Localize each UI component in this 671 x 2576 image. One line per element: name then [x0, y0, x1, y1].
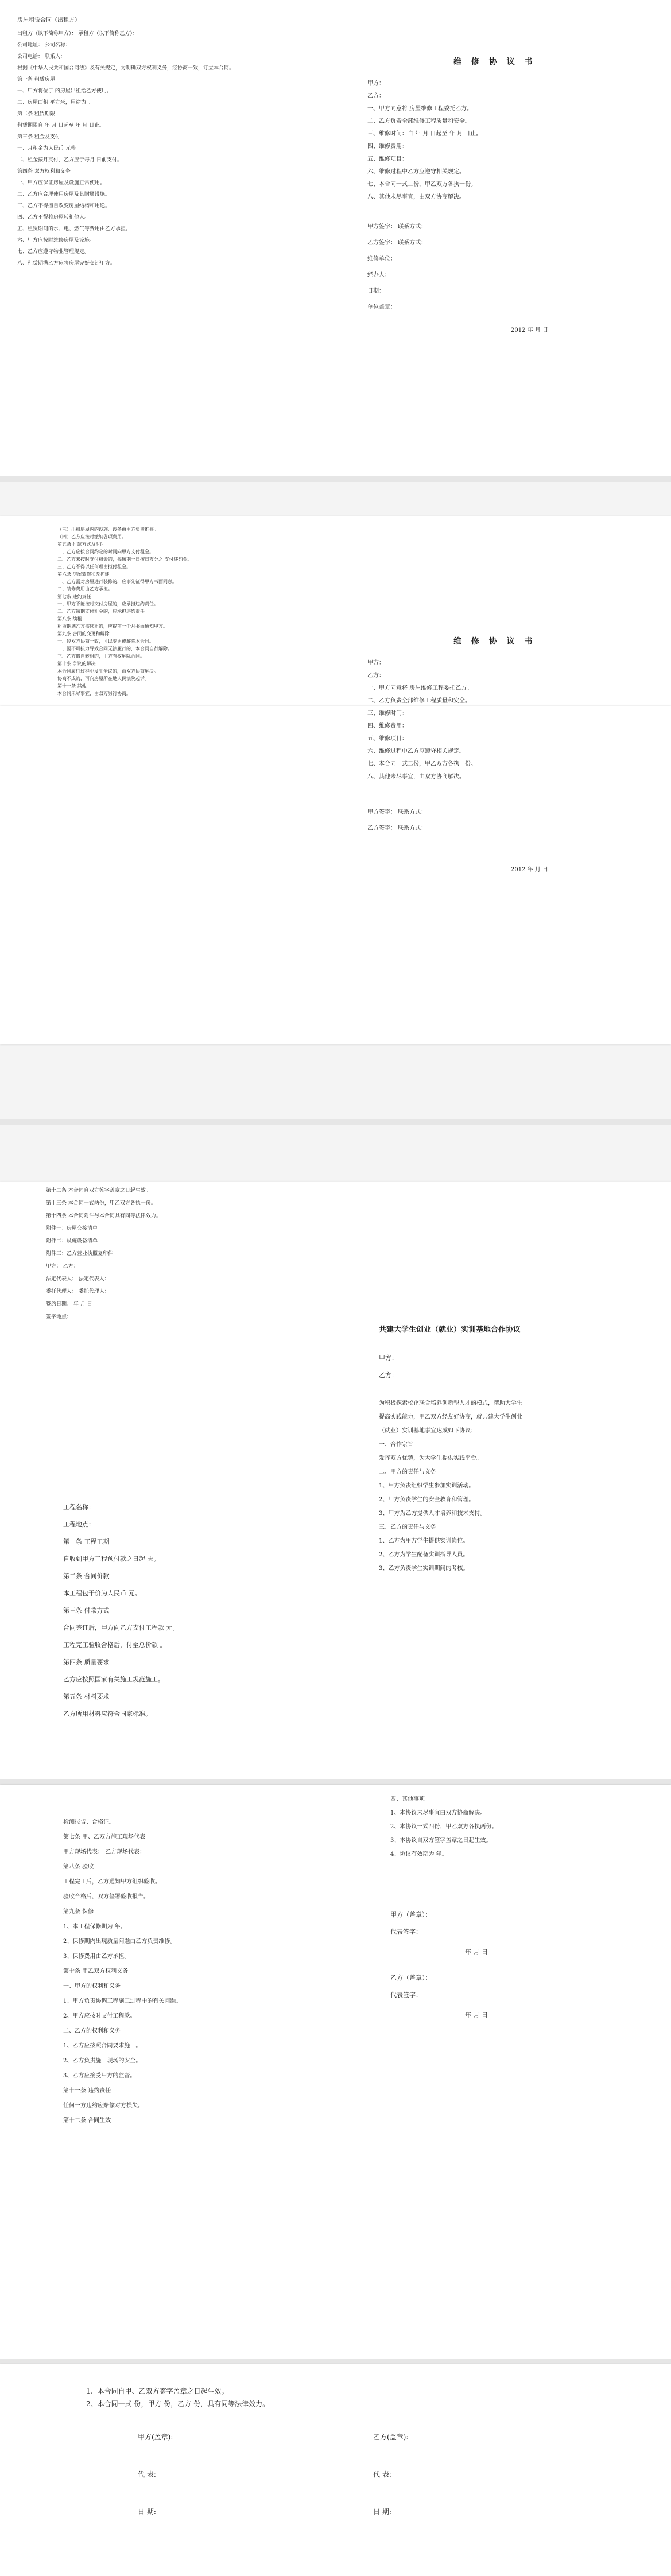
construction-line: 工程完工后，乙方通知甲方组织验收。	[63, 1879, 161, 1885]
agreement-line: 1、甲方负责组织学生参加实训活动。	[379, 1483, 475, 1489]
page-separator	[0, 1779, 671, 1785]
contract-line: 二、乙方逾期支付租金的，应承担违约责任。	[57, 609, 149, 614]
agreement-line: 四、维修费用：	[367, 143, 408, 150]
party-b-date: 日 期:	[373, 2508, 391, 2516]
document-heading: 房屋租赁合同（出租方）	[17, 17, 80, 24]
contract-line: 二、租金按月支付，乙方应于每月 日前支付。	[17, 157, 122, 163]
construction-line: 第八条 验收	[63, 1864, 94, 1870]
page-separator	[0, 2359, 671, 2364]
agreement-line: 二、乙方负责全部维修工程质量和安全。	[367, 698, 471, 704]
construction-line: 1、乙方应按照合同要求施工。	[63, 2043, 142, 2049]
construction-line: 工程名称：	[63, 1503, 95, 1511]
construction-line: 乙方应按照国家有关施工规范施工。	[63, 1676, 164, 1683]
contract-line: 第六条 房屋装修和改扩建	[57, 572, 110, 577]
agreement-line: 三、乙方的责任与义务	[379, 1524, 436, 1530]
contract-line: 三、乙方擅自转租的，甲方有权解除合同。	[57, 654, 145, 659]
signature-line: 甲方签字： 联系方式：	[367, 224, 427, 230]
agreement-line: 3、本协议自双方签字盖章之日起生效。	[390, 1837, 492, 1844]
repair-agreement-column-2	[367, 637, 631, 981]
party-a-date: 日 期:	[138, 2508, 156, 2516]
agreement-line: 八、其他未尽事宜，由双方协商解决。	[367, 194, 465, 200]
construction-line: 本工程包干价为人民币 元。	[63, 1590, 141, 1597]
agreement-line: 五、维修项目：	[367, 156, 408, 162]
contract-line: 八、租赁期满乙方应将房屋完好交还甲方。	[17, 261, 116, 266]
construction-line: 1、甲方负责协调工程施工过程中的有关问题。	[63, 1998, 182, 2004]
agreement-line: 五、维修项目：	[367, 736, 408, 742]
construction-line: 第四条 质量要求	[63, 1658, 110, 1666]
signature-line: 甲方签字： 联系方式：	[367, 809, 427, 815]
agreement-line: 3、甲方为乙方提供人才培养和技术支持。	[379, 1510, 486, 1517]
contract-line: 签约日期： 年 月 日	[46, 1301, 92, 1307]
construction-line: 3、乙方应接受甲方的监督。	[63, 2073, 136, 2079]
contract-line: 第五条 付款方式及时间	[57, 542, 105, 547]
construction-contract-continued	[63, 1819, 327, 2152]
agreement-line: 甲方：	[367, 80, 385, 87]
contract-line: 附件一：房屋交接清单	[46, 1226, 98, 1231]
contract-line: 第十三条 本合同一式两份，甲乙双方各执一份。	[46, 1200, 156, 1206]
contract-line: 一、乙方应按合同约定的时间向甲方支付租金。	[57, 549, 154, 554]
party-b-label: 乙方：	[379, 1371, 398, 1379]
agreement-line: 甲方：	[367, 660, 385, 666]
contract-line: 根据《中华人民共和国合同法》及有关规定，为明确双方权利义务，经协商一致，订立本合同。	[17, 65, 235, 71]
agreement-line: 提高实践能力，甲乙双方经友好协商，就共建大学生创业	[379, 1414, 522, 1420]
document-page-4	[0, 1785, 671, 2359]
page-separator	[0, 476, 671, 482]
construction-line: 第九条 保修	[63, 1909, 94, 1915]
agreement-line: 一、甲方同意将 房屋维修工程委托乙方。	[367, 685, 473, 691]
construction-line: 2、乙方负责施工现场的安全。	[63, 2058, 142, 2064]
construction-line: 工程地点：	[63, 1521, 95, 1528]
clause-copies: 2、本合同一式 份，甲方 份，乙方 份，具有同等法律效力。	[86, 2400, 270, 2408]
construction-line: 一、甲方的权利和义务	[63, 1983, 121, 1990]
construction-line: 2、保修期内出现质量问题由乙方负责维修。	[63, 1938, 176, 1945]
construction-line: 乙方所用材料应符合国家标准。	[63, 1710, 152, 1718]
contract-line: 第九条 合同的变更和解除	[57, 631, 110, 636]
construction-line: 第七条 甲、乙双方施工现场代表	[63, 1834, 146, 1840]
agreement-line: 二、乙方负责全部维修工程质量和安全。	[367, 118, 471, 125]
agreement-line: 二、甲方的责任与义务	[379, 1469, 436, 1475]
contract-line: 四、乙方不得将房屋转租他人。	[17, 215, 90, 220]
construction-line: 任何一方违约应赔偿对方损失。	[63, 2103, 143, 2109]
contract-line: 三、乙方不得以任何理由拒付租金。	[57, 564, 131, 569]
construction-line: 自收到甲方工程预付款之日起 天。	[63, 1555, 160, 1563]
contract-line: 第十一条 其他	[57, 683, 87, 689]
party-a-label: 甲方：	[379, 1354, 398, 1362]
agreement-line: 六、维修过程中乙方应遵守相关规定。	[367, 169, 465, 175]
document-page-3	[0, 1182, 671, 1779]
contract-line: 一、经双方协商一致，可以变更或解除本合同。	[57, 639, 154, 644]
construction-line: 2、甲方应按时支付工程款。	[63, 2013, 136, 2019]
signature-line: 乙方签字： 联系方式：	[367, 240, 427, 246]
contract-line: 一、甲方不能按时交付房屋的，应承担违约责任。	[57, 601, 158, 607]
contract-line: 甲方： 乙方：	[46, 1264, 79, 1269]
contract-line: 第二条 租赁期限	[17, 111, 55, 117]
clause-effective: 1、本合同自甲、乙双方签字盖章之日起生效。	[86, 2387, 228, 2395]
agreement-title: 共建大学生创业（就业）实训基地合作协议	[379, 1326, 521, 1334]
construction-line: 第一条 工程工期	[63, 1538, 110, 1545]
contract-line: 租赁期限自 年 月 日起至 年 月 日止。	[17, 123, 105, 129]
construction-line: 第三条 付款方式	[63, 1607, 110, 1614]
construction-line: 3、保修费用由乙方承担。	[63, 1953, 130, 1960]
training-base-agreement-column	[367, 1326, 637, 1727]
agreement-line: 1、乙方为甲方学生提供实训岗位。	[379, 1538, 469, 1544]
contract-line: 二、房屋面积 平方米，用途为 。	[17, 100, 93, 106]
contract-line: 一、甲方将位于 的房屋出租给乙方使用。	[17, 88, 112, 94]
contract-line: 第七条 违约责任	[57, 594, 91, 599]
repair-agreement-column	[367, 57, 631, 402]
construction-line: 二、乙方的权利和义务	[63, 2028, 121, 2034]
contract-line: 二、乙方未按时支付租金的，每逾期一日按日万分之 支付违约金。	[57, 557, 192, 562]
rental-contract-continued	[57, 522, 321, 700]
contract-line: 本合同履行过程中发生争议的，由双方协商解决。	[57, 669, 158, 674]
construction-line: 工程完工验收合格后，付至总价款 。	[63, 1641, 166, 1649]
signature-line: 单位盖章：	[367, 304, 396, 310]
construction-contract-column	[63, 1503, 327, 1773]
contract-line: 协商不成的，可向房屋所在地人民法院起诉。	[57, 676, 149, 681]
party-b-date: 年 月 日	[465, 2011, 488, 2019]
agreement-date: 2012 年 月 日	[511, 327, 548, 333]
agreement-line: 4、协议有效期为 年。	[390, 1851, 448, 1858]
signature-line: 日期：	[367, 288, 385, 294]
contract-line: 三、乙方不得擅自改变房屋结构和用途。	[17, 203, 111, 209]
party-b-seal: 乙方(盖章):	[373, 2433, 409, 2441]
contract-line: 六、甲方应按时维修房屋及设施。	[17, 238, 95, 243]
agreement-line: 2、本协议一式四份，甲乙双方各执两份。	[390, 1824, 498, 1830]
construction-line: 检测报告、合格证。	[63, 1819, 115, 1825]
agreement-line: 为积极探索校企联合培养创新型人才的模式，帮助大学生	[379, 1400, 522, 1406]
party-b-rep: 代表签字：	[390, 1991, 422, 1999]
contract-line: 公司地址： 公司名称：	[17, 42, 71, 48]
contract-line: 一、月租金为人民币 元整。	[17, 146, 81, 151]
training-base-agreement-continued	[379, 1785, 631, 2049]
party-b-rep: 代 表:	[373, 2470, 391, 2478]
contract-line: （三）出租房屋内的设施、设备由甲方负责维修。	[57, 527, 158, 532]
agreement-line: 三、维修时间：	[367, 710, 408, 717]
agreement-line: 乙方：	[367, 93, 385, 99]
contract-line: 第三条 租金及支付	[17, 134, 60, 140]
contract-line: 第八条 续租	[57, 616, 82, 621]
contract-line: 一、乙方需对房屋进行装修的，应事先征得甲方书面同意。	[57, 579, 177, 584]
agreement-line: 1、本协议未尽事宜由双方协商解决。	[390, 1810, 486, 1816]
signature-line: 维修单位：	[367, 256, 396, 262]
contract-line: 第一条 租赁房屋	[17, 77, 55, 83]
agreement-date: 2012 年 月 日	[511, 867, 548, 873]
agreement-line: 三、维修时间：自 年 月 日起至 年 月 日止。	[367, 131, 482, 137]
agreement-line: 2、甲方负责学生的安全教育和管理。	[379, 1497, 475, 1503]
agreement-line: （就业）实训基地事宜达成如下协议：	[379, 1428, 476, 1434]
agreement-line: 七、本合同一式二份，甲乙双方各执一份。	[367, 761, 476, 767]
rental-contract-column	[17, 17, 316, 465]
construction-line: 验收合格后，双方签署验收报告。	[63, 1894, 149, 1900]
agreement-line: 七、本合同一式二份，甲乙双方各执一份。	[367, 181, 476, 188]
contract-line: 五、租赁期间的水、电、燃气等费用由乙方承担。	[17, 226, 131, 232]
contract-line: 签字地点：	[46, 1314, 72, 1320]
agreement-line: 四、维修费用：	[367, 723, 408, 729]
contract-line: 第四条 双方权利和义务	[17, 169, 71, 174]
page-separator	[0, 1119, 671, 1125]
construction-line: 第十条 甲乙双方权利义务	[63, 1968, 129, 1975]
party-a-rep: 代表签字：	[390, 1928, 422, 1936]
contract-line: 二、装修费用由乙方承担。	[57, 586, 113, 592]
agreement-line: 六、维修过程中乙方应遵守相关规定。	[367, 748, 465, 755]
agreement-line: 八、其他未尽事宜，由双方协商解决。	[367, 774, 465, 780]
signature-line: 乙方签字： 联系方式：	[367, 825, 427, 832]
document-page-1	[0, 0, 671, 476]
party-a-seal: 甲方(盖章):	[138, 2433, 173, 2441]
construction-line: 第二条 合同价款	[63, 1572, 110, 1580]
party-a-rep: 代 表:	[138, 2470, 156, 2478]
construction-line: 第十一条 违约责任	[63, 2088, 111, 2094]
contract-line: 公司电话： 联系人：	[17, 54, 65, 60]
agreement-line: 四、其他事项	[390, 1796, 425, 1802]
construction-line: 1、本工程保修期为 年。	[63, 1924, 126, 1930]
party-a-seal: 甲方（盖章）：	[390, 1911, 432, 1918]
agreement-line: 乙方：	[367, 673, 385, 679]
contract-line: 二、因不可抗力导致合同无法履行的，本合同自行解除。	[57, 646, 172, 651]
contract-line: 二、乙方应合理使用房屋及其附属设施。	[17, 192, 111, 197]
contract-line: 附件二：设施设备清单	[46, 1238, 98, 1244]
contract-line: 委托代理人： 委托代理人：	[46, 1289, 110, 1295]
construction-line: 第五条 材料要求	[63, 1693, 110, 1700]
agreement-title: 维 修 协 议 书	[453, 637, 536, 646]
construction-line: 第十二条 合同生效	[63, 2117, 111, 2124]
agreement-line: 一、合作宗旨	[379, 1442, 413, 1448]
contract-line: 租赁期满乙方需续租的，应提前一个月书面通知甲方。	[57, 624, 168, 629]
document-page-5	[0, 2364, 671, 2576]
contract-line: 出租方（以下简称甲方）： 承租方（以下简称乙方）：	[17, 31, 138, 37]
party-a-date: 年 月 日	[465, 1948, 488, 1956]
agreement-line: 3、乙方负责学生实训期间的考核。	[379, 1565, 469, 1572]
contract-line: 第十四条 本合同附件与本合同具有同等法律效力。	[46, 1213, 161, 1219]
agreement-title: 维 修 协 议 书	[453, 57, 536, 67]
signature-line: 经办人：	[367, 272, 390, 278]
contract-line: 本合同未尽事宜，由双方另行协商。	[57, 691, 131, 696]
contract-line: 第十条 争议的解决	[57, 661, 96, 666]
contract-line: 一、甲方应保证房屋及设施正常使用。	[17, 180, 106, 186]
party-b-seal: 乙方（盖章）：	[390, 1974, 432, 1981]
lease-signature-block	[46, 1182, 310, 1469]
agreement-line: 一、甲方同意将 房屋维修工程委托乙方。	[367, 106, 473, 112]
contract-line: 法定代表人： 法定代表人：	[46, 1276, 110, 1282]
construction-line: 甲方现场代表： 乙方现场代表：	[63, 1849, 146, 1855]
contract-line: （四）乙方应按时缴纳各项费用。	[57, 534, 126, 539]
contract-line: 七、乙方应遵守物业管理规定。	[17, 249, 90, 255]
construction-line: 合同签订后，甲方向乙方支付工程款 元。	[63, 1624, 179, 1631]
contract-line: 第十二条 本合同自双方签字盖章之日起生效。	[46, 1188, 151, 1194]
agreement-line: 发挥双方优势，为大学生提供实践平台。	[379, 1455, 482, 1462]
contract-line: 附件三：乙方营业执照复印件	[46, 1251, 114, 1257]
agreement-line: 2、乙方为学生配备实训指导人员。	[379, 1552, 469, 1558]
